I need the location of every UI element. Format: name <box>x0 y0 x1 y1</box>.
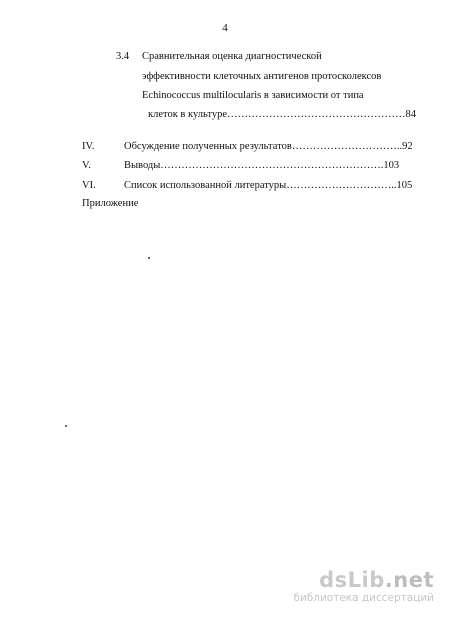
toc-chapter-5-entry: Выводы……………………………………………………….103 <box>124 160 400 171</box>
toc-section-3-4-line-2: эффективности клеточных антигенов протосколексов <box>142 71 382 82</box>
toc-chapter-6-entry: Список использованной литературы…………………………..105 <box>124 180 413 191</box>
toc-chapter-4-number: IV. <box>82 141 95 152</box>
toc-chapter-6-number: VI. <box>82 180 96 191</box>
toc-chapter-4-entry: Обсуждение полученных результатов…………………………..92 <box>124 141 413 152</box>
watermark-logo <box>293 568 434 592</box>
toc-section-3-4-line-4: клеток в культуре……………………………………………84 <box>148 109 416 120</box>
toc-appendix: Приложение <box>82 198 139 209</box>
toc-section-3-4-number: 3.4 <box>116 51 130 62</box>
scan-speck <box>65 425 67 427</box>
watermark-logo-part1: dsLib <box>319 568 385 592</box>
page-number: 4 <box>222 22 228 34</box>
watermark-logo-part2: .net <box>384 568 434 592</box>
scan-speck <box>148 257 150 259</box>
watermark-subtitle: библиотека диссертаций <box>293 592 434 604</box>
toc-section-3-4-line-3: Echinococcus multilocularis в зависимости от типа <box>142 90 364 101</box>
toc-section-3-4-line-1: Сравнительная оценка диагностической <box>142 51 322 62</box>
toc-chapter-5-number: V. <box>82 160 91 171</box>
watermark <box>293 568 434 605</box>
